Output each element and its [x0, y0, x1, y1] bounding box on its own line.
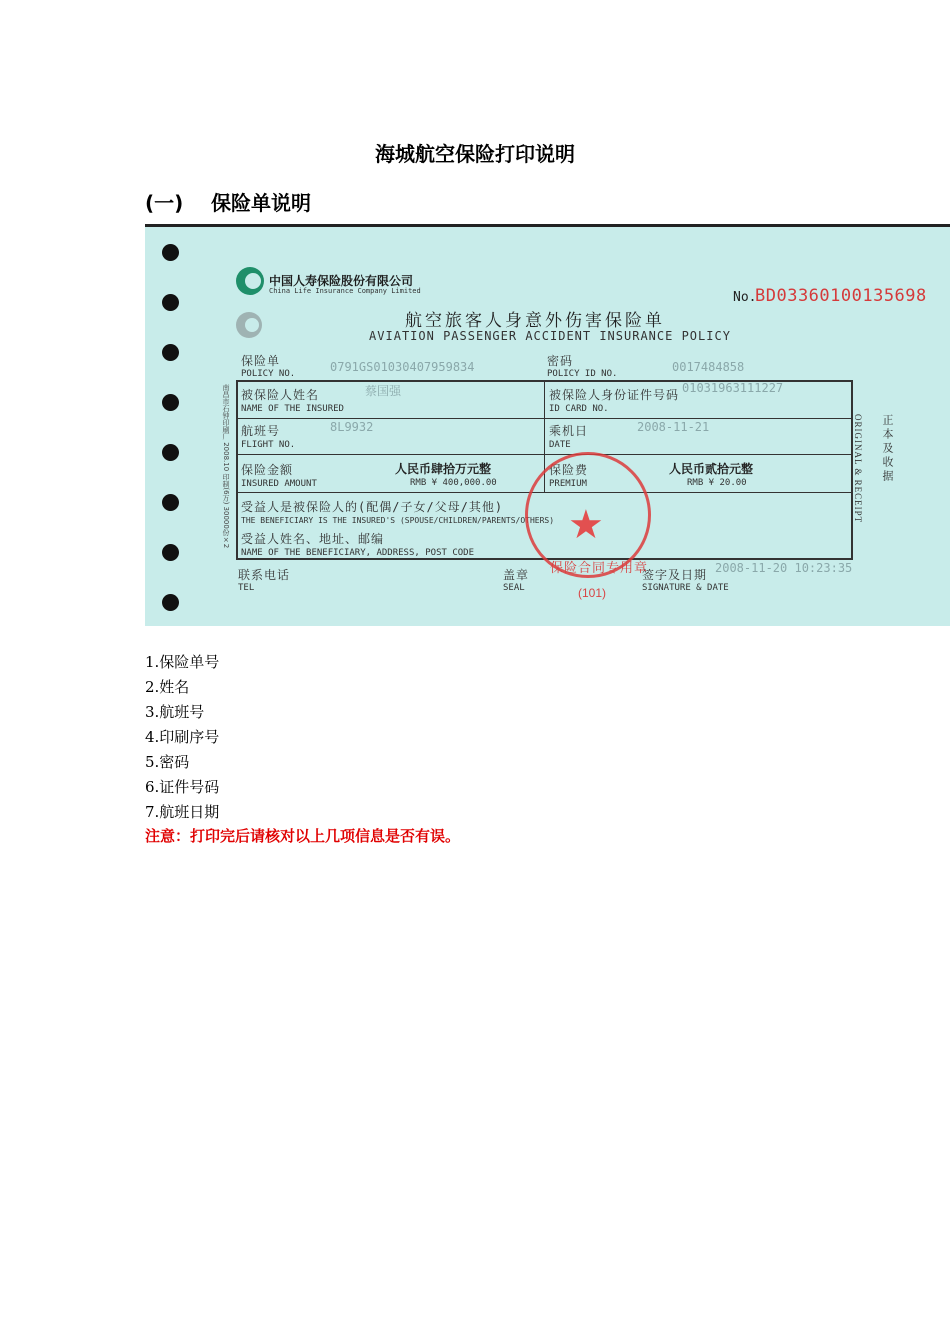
insured-amount-label-cn: 保险金额	[241, 463, 294, 477]
sprocket-hole	[162, 444, 179, 461]
password-value: 0017484858	[672, 360, 745, 374]
id-card-value: 01031963111227	[682, 381, 784, 395]
policy-no-label-en: POLICY NO.	[241, 369, 296, 379]
paper-edge	[145, 224, 950, 227]
insured-amount-label-en: INSURED AMOUNT	[241, 479, 317, 489]
seal-label-en: SEAL	[503, 583, 525, 593]
premium-value-en: RMB ¥ 20.00	[687, 478, 747, 488]
list-item: 2.姓名	[145, 678, 190, 696]
company-name-cn: 中国人寿保险股份有限公司	[269, 274, 414, 288]
original-receipt-en: ORIGINAL & RECEIPT	[853, 414, 863, 524]
insured-amount-value-cn: 人民币肆拾万元整	[395, 462, 492, 476]
password-label-cn: 密码	[547, 354, 574, 368]
list-item: 3.航班号	[145, 703, 205, 721]
insured-name-label-en: NAME OF THE INSURED	[241, 404, 344, 414]
form-title-en: AVIATION PASSENGER ACCIDENT INSURANCE POLICY	[369, 329, 731, 343]
beneficiary-name-label-en: NAME OF THE BENEFICIARY, ADDRESS, POST CODE	[241, 548, 474, 558]
seal-code: (101)	[578, 586, 607, 600]
company-name-en: China Life Insurance Company Limited	[269, 287, 421, 295]
date-label-cn: 乘机日	[549, 424, 589, 438]
insured-name-label-cn: 被保险人姓名	[241, 388, 320, 402]
section-title: 保险单说明	[211, 191, 311, 215]
sprocket-hole	[162, 594, 179, 611]
signature-label-en: SIGNATURE & DATE	[642, 583, 729, 593]
sprocket-hole	[162, 544, 179, 561]
sprocket-hole	[162, 344, 179, 361]
signature-date-value: 2008-11-20 10:23:35	[715, 561, 853, 575]
flight-label-cn: 航班号	[241, 424, 281, 438]
check-items-list	[145, 650, 219, 825]
premium-value-cn: 人民币贰拾元整	[669, 462, 754, 476]
policy-no-label-cn: 保险单	[241, 354, 281, 368]
list-item: 4.印刷序号	[145, 728, 220, 746]
list-item: 7.航班日期	[145, 803, 220, 821]
sprocket-hole	[162, 294, 179, 311]
section-heading	[145, 187, 311, 216]
seal-text: 保险合同专用章	[550, 561, 649, 576]
flight-value: 8L9932	[330, 420, 374, 434]
date-value: 2008-11-21	[637, 420, 710, 434]
warning-note: 注意：打印完后请核对以上几项信息是否有误。	[145, 827, 461, 845]
serial-label: No.	[733, 290, 757, 305]
beneficiary-name-label-cn: 受益人姓名、地址、邮编	[241, 532, 385, 546]
password-label-en: POLICY ID NO.	[547, 369, 618, 379]
policy-no-value: 0791GS01030407959834	[330, 360, 475, 374]
date-label-en: DATE	[549, 440, 571, 450]
tel-label-cn: 联系电话	[238, 568, 291, 582]
form-title-cn: 航空旅客人身意外伤害保险单	[405, 311, 665, 331]
sprocket-hole	[162, 244, 179, 261]
page-title: 海城航空保险打印说明	[375, 142, 575, 166]
sprocket-hole	[162, 394, 179, 411]
section-number: (一)	[145, 191, 184, 215]
insured-amount-value-en: RMB ¥ 400,000.00	[410, 478, 497, 488]
list-item: 6.证件号码	[145, 778, 220, 796]
list-item: 1.保险单号	[145, 653, 220, 671]
original-receipt-cn: 正本及收据	[881, 414, 894, 484]
beneficiary-label-cn: 受益人是被保险人的(配偶/子女/父母/其他)	[241, 500, 504, 514]
premium-label-cn: 保险费	[549, 463, 589, 477]
beneficiary-label-en: THE BENEFICIARY IS THE INSURED'S (SPOUSE/CHILDREN/PARENTS/OTHERS)	[241, 516, 555, 525]
id-card-label-cn: 被保险人身份证件号码	[549, 388, 680, 402]
serial-number: BD03360100135698	[755, 286, 927, 306]
flight-label-en: FLIGHT NO.	[241, 440, 296, 450]
seal-star-icon: ★	[568, 502, 604, 548]
tel-label-en: TEL	[238, 583, 255, 593]
insurance-policy-image	[145, 224, 950, 626]
list-item: 5.密码	[145, 753, 190, 771]
seal-label-cn: 盖章	[503, 568, 530, 582]
id-card-label-en: ID CARD NO.	[549, 404, 609, 414]
printer-note: 南昌市石钟印刷厂 2008.10 印制(6万) 30000份×2	[222, 384, 230, 549]
insured-name-value: 蔡国强	[365, 384, 402, 398]
company-logo-icon	[236, 267, 264, 295]
premium-label-en: PREMIUM	[549, 479, 587, 489]
signature-label-cn: 签字及日期	[642, 568, 708, 582]
sprocket-hole	[162, 494, 179, 511]
